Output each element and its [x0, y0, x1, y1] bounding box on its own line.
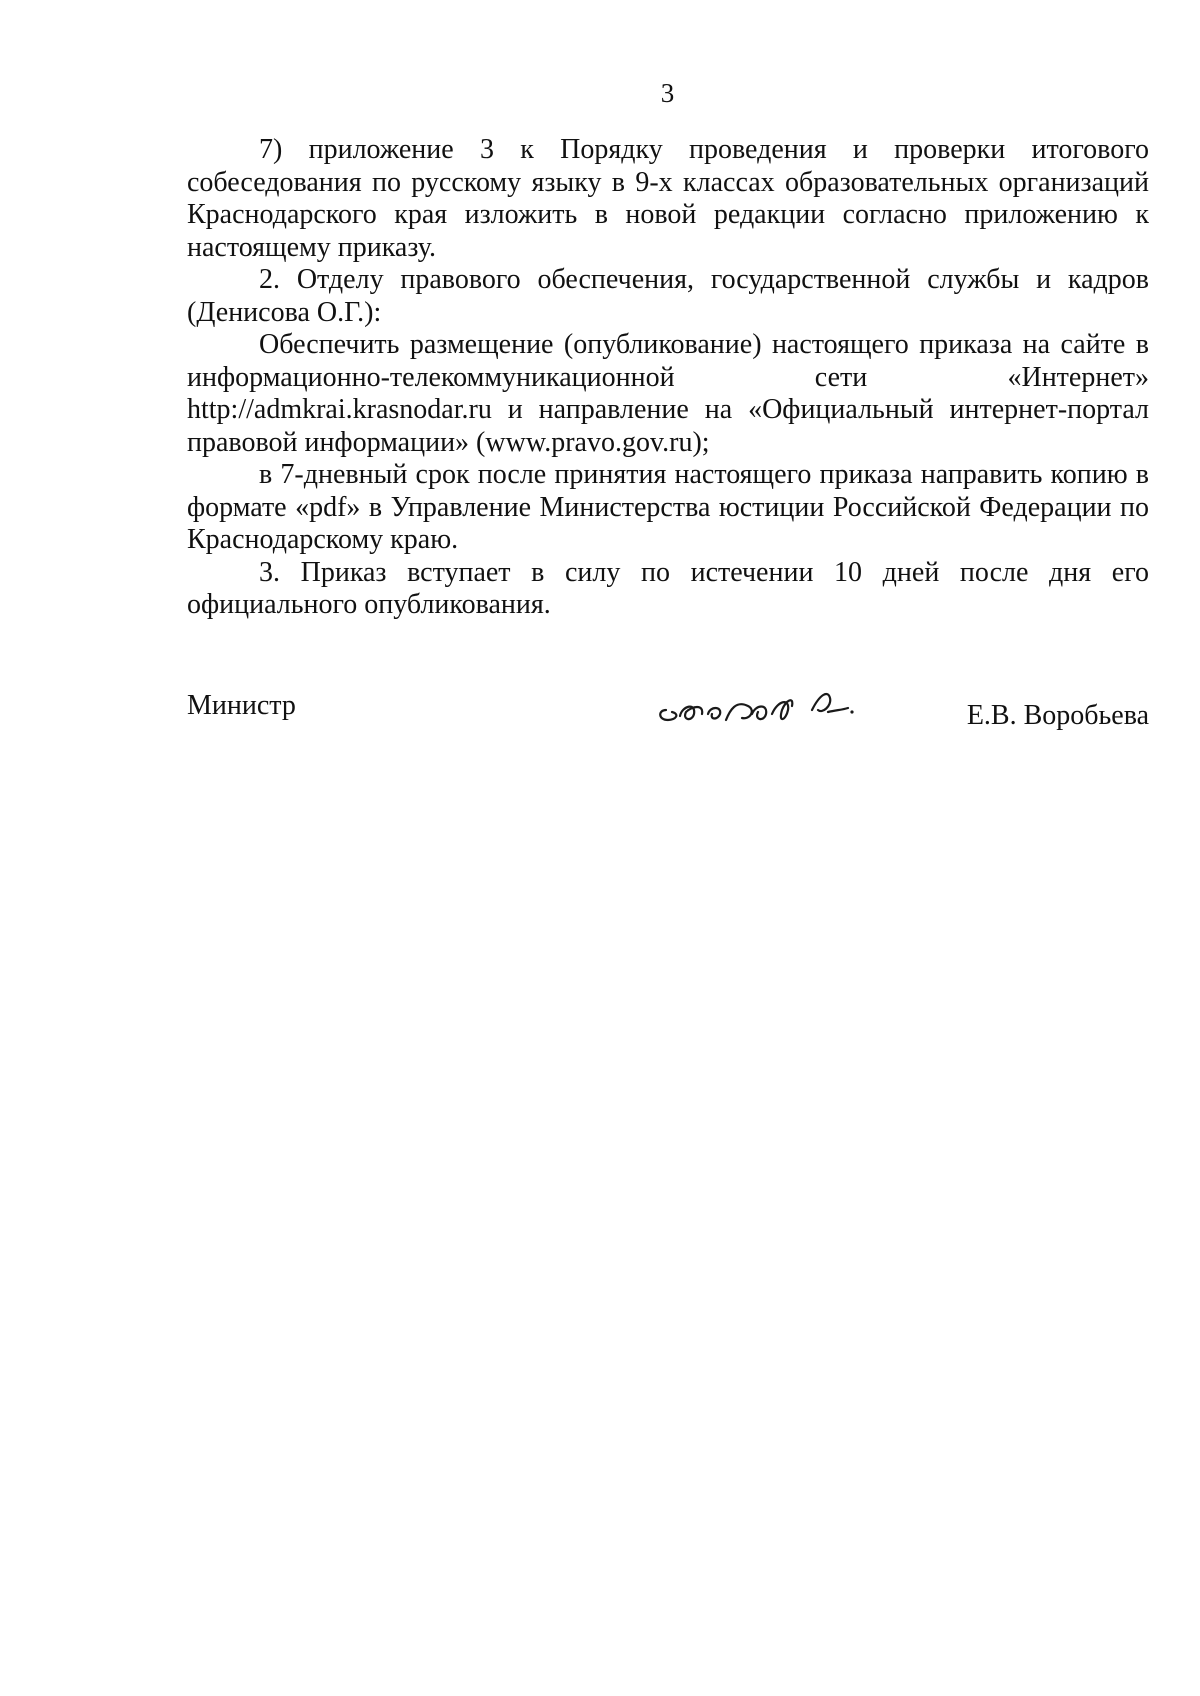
paragraph-item-7: 7) приложение 3 к Порядку проведения и проверки итогового собеседования по русскому языку в 9-х классах образовательных организаций Краснодарского края изложить в новой редакции согласно приложению к настоящему приказу. — [187, 134, 1149, 263]
signer-name: Е.В. Воробьева — [966, 700, 1149, 731]
signer-title: Министр — [187, 690, 296, 721]
page-number: 3 — [660, 78, 675, 108]
paragraph-item-3: 3. Приказ вступает в силу по истечении 10 дней после дня его официального опубликования. — [187, 556, 1149, 620]
paragraph-publication: Обеспечить размещение (опубликование) настоящего приказа на сайте в информационно-телекоммуникационной сети «Интернет» http://admkrai.krasnodar.ru и направление на «Официальный интернет-портал правовой информации» (www.pravo.gov.ru); — [187, 329, 1149, 458]
paragraph-item-2: 2. Отделу правового обеспечения, государственной службы и кадров (Денисова О.Г.): — [187, 264, 1149, 328]
document-body — [187, 134, 1149, 622]
signature-block — [187, 680, 1149, 740]
paragraph-pdf-copy: в 7-дневный срок после принятия настоящего приказа направить копию в формате «pdf» в Управление Министерства юстиции Российской Федерации по Краснодарскому краю. — [187, 459, 1149, 555]
handwritten-signature — [652, 680, 892, 730]
